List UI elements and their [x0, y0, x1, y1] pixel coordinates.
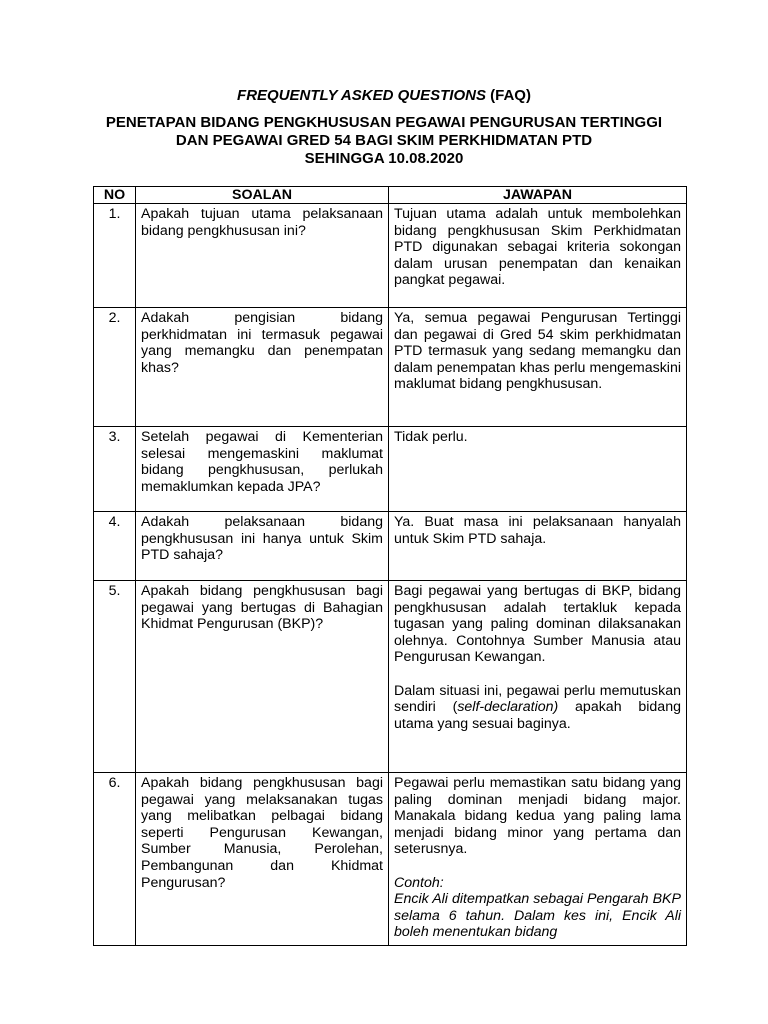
- heading-line-2: DAN PEGAWAI GRED 54 BAGI SKIM PERKHIDMATAN PTD: [175, 132, 593, 149]
- faq-title: [0, 87, 768, 105]
- table-row: [94, 427, 687, 512]
- row-answer: [389, 427, 687, 512]
- table-row: [94, 308, 687, 427]
- row-question: [136, 427, 389, 512]
- answer-paragraph-1: Bagi pegawai yang bertugas di BKP, bidang pengkhususan adalah tertakluk kepada tugasan yang paling dominan dilaksanakan olehnya. Contohnya Sumber Manusia atau Pengurusan Kewangan.: [394, 583, 681, 666]
- faq-title-suffix: (FAQ): [485, 87, 531, 104]
- answer-text: Ya, semua pegawai Pengurusan Tertinggi dan pegawai di Gred 54 skim perkhidmatan PTD termasuk yang sedang memangku dan dalam penempatan khas perlu mengemaskini maklumat bidang pengkhususan.: [394, 310, 681, 393]
- answer-p2-after: apakah bidang utama yang sesuai baginya.: [394, 699, 681, 732]
- table-row: [94, 512, 687, 581]
- answer-text: Tidak perlu.: [394, 429, 468, 445]
- row-answer: [389, 581, 687, 773]
- heading-line-3: SEHINGGA 10.08.2020: [304, 150, 464, 167]
- document-heading: [0, 114, 768, 168]
- question-text: Adakah pengisian bidang perkhidmatan ini termasuk pegawai yang memangku dan penempatan khas?: [141, 310, 383, 376]
- faq-table: [93, 186, 687, 946]
- row-answer: [389, 512, 687, 581]
- table-row: [94, 773, 687, 946]
- example-text: Encik Ali ditempatkan sebagai Pengarah BKP selama 6 tahun. Dalam kes ini, Encik Ali boleh menentukan bidang: [394, 891, 681, 941]
- faq-title-italic: FREQUENTLY ASKED QUESTIONS: [237, 87, 486, 104]
- question-text: Apakah bidang pengkhususan bagi pegawai yang bertugas di Bahagian Khidmat Pengurusan (BKP)?: [141, 583, 383, 633]
- answer-text: Ya. Buat masa ini pelaksanaan hanyalah untuk Skim PTD sahaja.: [394, 514, 681, 547]
- header-question: SOALAN: [136, 187, 389, 204]
- table-row: [94, 204, 687, 308]
- row-answer: [389, 204, 687, 308]
- row-question: [136, 773, 389, 946]
- answer-text: Tujuan utama adalah untuk membolehkan bidang pengkhususan Skim Perkhidmatan PTD digunakan sebagai kriteria sokongan dalam urusan penempatan dan kenaikan pangkat pegawai.: [394, 206, 681, 289]
- row-number: 3.: [94, 427, 136, 512]
- row-number: 2.: [94, 308, 136, 427]
- answer-text: Pegawai perlu memastikan satu bidang yang paling dominan menjadi bidang major. Manakala bidang kedua yang paling lama menjadi bidang minor yang pertama dan seterusnya.: [394, 775, 681, 858]
- table-header-row: [94, 187, 687, 204]
- question-text: Apakah tujuan utama pelaksanaan bidang pengkhususan ini?: [141, 206, 383, 239]
- question-text: Setelah pegawai di Kementerian selesai mengemaskini maklumat bidang pengkhususan, perlukah memaklumkan kepada JPA?: [141, 429, 383, 495]
- heading-line-1: PENETAPAN BIDANG PENGKHUSUSAN PEGAWAI PENGURUSAN TERTINGGI: [105, 114, 663, 131]
- row-question: [136, 512, 389, 581]
- answer-p2-italic: self-declaration): [457, 699, 559, 716]
- row-answer: [389, 308, 687, 427]
- row-number: 4.: [94, 512, 136, 581]
- row-question: [136, 204, 389, 308]
- header-answer: JAWAPAN: [389, 187, 687, 204]
- header-no: NO: [94, 187, 136, 204]
- question-text: Apakah bidang pengkhususan bagi pegawai yang melaksanakan tugas yang melibatkan pelbagai bidang seperti Pengurusan Kewangan, Sumber Manusia, Perolehan, Pembangunan dan Khidmat Pengurusan?: [141, 775, 383, 891]
- example-label: Contoh:: [394, 874, 444, 891]
- row-question: [136, 308, 389, 427]
- question-text: Adakah pelaksanaan bidang pengkhususan ini hanya untuk Skim PTD sahaja?: [141, 514, 383, 564]
- answer-p2-before: Dalam situasi ini, pegawai perlu memutuskan sendiri (: [394, 682, 681, 716]
- row-number: 1.: [94, 204, 136, 308]
- row-answer: [389, 773, 687, 946]
- row-number: 6.: [94, 773, 136, 946]
- row-question: [136, 581, 389, 773]
- table-row: [94, 581, 687, 773]
- answer-paragraph-2: [394, 683, 681, 733]
- row-number: 5.: [94, 581, 136, 773]
